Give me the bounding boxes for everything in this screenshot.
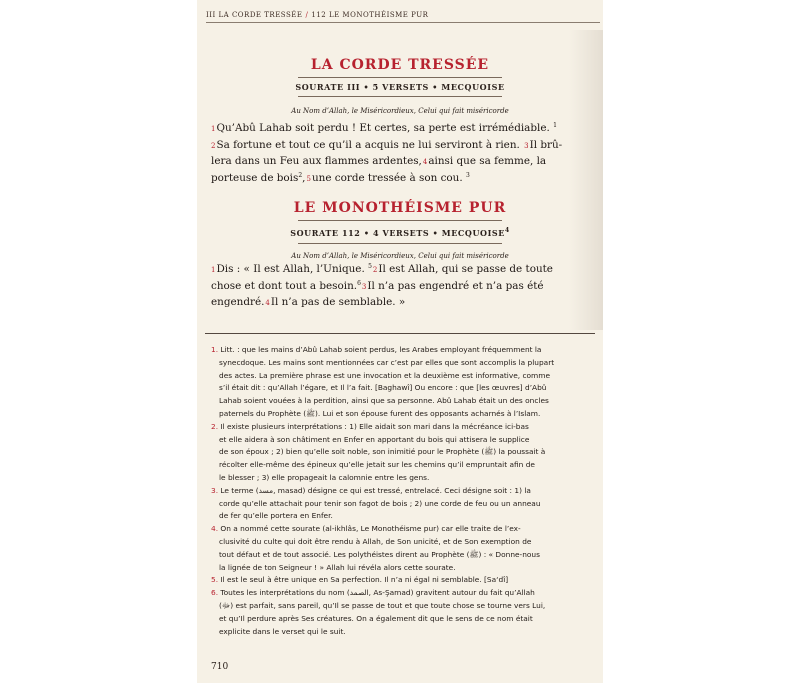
footnote-text: paternels du Prophète (ﷺ). Lui et son épouse furent des opposants acharnés à l’Islam. — [219, 409, 541, 418]
surah-111-basmala: Au Nom d’Allah, le Miséricordieux, Celui qui fait miséricorde — [291, 107, 509, 115]
footnote-line — [219, 601, 603, 612]
verse-number: 1 — [211, 125, 216, 133]
surah-111-title: LA CORDE TRESSÉE — [310, 57, 490, 73]
surah-112-verse-line — [211, 263, 597, 275]
footnote-text: Il existe plusieurs interprétations : 1) Elle aidait son mari dans la mécréance ici-bas — [220, 421, 529, 431]
verse-number: 3 — [361, 282, 367, 291]
footnote-text: et qu’Il perdure après Ses créatures. On a également dit que le sens de ce nom était — [219, 613, 533, 623]
surah-111-title-rule — [298, 77, 502, 78]
footnote-line — [219, 614, 603, 623]
verse-number: 3 — [524, 141, 529, 150]
footnote-text: de son époux ; 2) bien qu’elle soit noble, son inimitié pour le Prophète (ﷺ) la poussait à — [219, 447, 546, 457]
footnote-text: de fer qu’elle portera en Enfer. — [219, 511, 333, 521]
surah-111-verse-line — [211, 172, 597, 184]
footnote-text: synecdoque. Les mains sont mentionnées car c’est par elles que sont accomplis la plupart — [219, 357, 555, 367]
running-header — [206, 11, 596, 19]
surah-112-meta-note: 4 — [505, 227, 510, 234]
footnote-line — [219, 627, 603, 636]
footnote-line — [219, 371, 603, 380]
footnotes-rule — [205, 333, 595, 334]
surah-112-basmala: Au Nom d’Allah, le Miséricordieux, Celui qui fait miséricorde — [291, 252, 509, 260]
surah-111-verse-line — [211, 155, 597, 167]
verse-number: 4 — [265, 299, 270, 307]
footnote-line — [211, 575, 597, 584]
footnote-text: On a nommé cette sourate (al-ikhlâs, Le Monothéisme pur) car elle traite de l’ex- — [220, 524, 521, 534]
header-separator: / — [305, 11, 309, 19]
footnote-line — [211, 588, 597, 597]
footnote-number: 3. — [211, 485, 221, 495]
header-next-label: 112 LE MONOTHÉISME PUR — [311, 11, 429, 19]
footnote-text: Litt. : que les mains d’Abû Lahab soient perdus, les Arabes employant fréquemment la — [220, 345, 542, 354]
verse-number: 5 — [306, 174, 311, 183]
surah-112-title: LE MONOTHÉISME PUR — [293, 200, 507, 216]
verse-number: 1 — [211, 266, 216, 274]
footnote-line — [219, 537, 603, 546]
verse-text: Il n’a pas de semblable. » — [270, 296, 406, 308]
verse-text: Sa fortune et tout ce qu’il a acquis ne lui serviront à rien. — [216, 138, 524, 151]
footnote-text: corde qu’elle attachait pour tenir son fagot de bois ; 2) une corde de feu ou un anneau — [219, 498, 541, 508]
verse-text: engendré. — [211, 296, 265, 308]
footnote-number: 4. — [211, 524, 221, 534]
surah-112-verse-line — [211, 280, 597, 292]
footnote-text: le blesser ; 3) elle propageait la calomnie entre les gens. — [219, 473, 430, 482]
surah-111-meta: SOURATE III • 5 VERSETS • MECQUOISE — [295, 82, 505, 92]
footnote-line — [219, 473, 603, 482]
verse-text: chose et dont tout a besoin. — [211, 279, 358, 292]
footnote-text: explicite dans le verset qui le suit. — [219, 626, 346, 636]
verse-text: porteuse de bois — [211, 171, 299, 184]
header-chapter-label: III LA CORDE TRESSÉE — [206, 11, 303, 19]
surah-112-meta-text: SOURATE 112 • 4 VERSETS • MECQUOISE — [290, 228, 506, 238]
verse-text: une corde tressée à son cou. — [311, 171, 466, 184]
surah-111-verse-line — [211, 122, 597, 134]
surah-112-verse-line — [211, 296, 597, 308]
surah-112-meta-rule — [298, 243, 502, 244]
footnote-line — [219, 396, 603, 405]
footnote-ref: 3 — [465, 171, 470, 179]
surah-111-verse-line — [211, 139, 597, 151]
footnote-text: s’il était dit : qu’Allah l’égare, et Il l’a fait. [Baghawî] Ou encore : que [les œuvres] d’Abû — [219, 383, 547, 393]
footnote-number: 5. — [211, 575, 221, 585]
verse-text: Qu’Abû Lahab soit perdu ! Et certes, sa perte est irrémédiable. — [216, 122, 554, 134]
footnote-text: la lignée de ton Seigneur ! » Allah lui révéla alors cette sourate. — [219, 562, 456, 572]
footnote-text: Toutes les interprétations du nom (الصمد, As-Şamad) gravitent autour du fait qu’Allah — [220, 588, 535, 598]
footnote-line — [219, 409, 603, 420]
footnote-text: Il est le seul à être unique en Sa perfection. Il n’a ni égal ni semblable. [Sa‘dî] — [220, 575, 509, 585]
footnote-line — [219, 447, 603, 458]
footnote-ref: 5 — [368, 263, 372, 270]
verse-number: 2 — [372, 266, 378, 274]
footnote-text: récolter elle-même des épineux qu’elle jetait sur les chemins qu’il empruntait afin de — [219, 460, 535, 470]
footnote-number: 2. — [211, 421, 221, 431]
footnote-text: tout défaut et de tout associé. Les polythéistes dirent au Prophète (ﷺ) : « Donne-nous — [219, 549, 540, 559]
page-number: 710 — [211, 662, 229, 672]
footnote-text: clusivité du culte qui doit être rendu à Allah, de Son unicité, et de Son exemption de — [219, 537, 532, 546]
header-rule — [206, 22, 600, 23]
surah-111-meta-rule — [298, 96, 502, 97]
footnote-line — [219, 563, 603, 572]
footnote-line — [219, 383, 603, 392]
book-page — [197, 0, 603, 683]
verse-text: Il brû- — [529, 138, 563, 151]
footnote-line — [211, 345, 597, 354]
surah-112-title-rule — [298, 220, 502, 221]
verse-number: 4 — [422, 158, 428, 166]
footnote-number: 6. — [211, 588, 221, 598]
footnote-line — [219, 499, 603, 508]
verse-text: Il n’a pas engendré et n’a pas été — [367, 279, 544, 292]
footnote-line — [219, 511, 603, 520]
footnote-ref: 1 — [553, 122, 557, 129]
footnote-line — [211, 486, 597, 495]
verse-text: Il est Allah, qui se passe de toute — [378, 263, 553, 275]
footnote-text: Lahab soient vouées à la perdition, ainsi que sa personne. Abû Lahab était un des oncles — [219, 396, 549, 406]
footnote-text: Le terme (مسد, masad) désigne ce qui est tressé, entrelacé. Ceci désigne soit : 1) la — [220, 485, 531, 495]
footnote-line — [211, 422, 597, 431]
footnote-text: (ﷻ) est parfait, sans pareil, qu’Il se passe de tout et que toute chose se tourne vers Lui, — [219, 601, 546, 610]
verse-text: ainsi que sa femme, la — [428, 155, 547, 167]
verse-text: lera dans un Feu aux flammes ardentes, — [211, 155, 422, 167]
verse-text: , — [302, 171, 306, 184]
verse-number: 2 — [211, 141, 216, 150]
footnote-line — [219, 358, 603, 367]
footnote-line — [219, 550, 603, 561]
footnote-text: et elle aidera à son châtiment en Enfer en apportant du bois qui attisera le supplice — [219, 434, 530, 444]
footnote-ref: 2 — [298, 171, 303, 179]
footnote-ref: 6 — [357, 279, 361, 287]
footnote-line — [219, 460, 603, 469]
footnote-line — [211, 524, 597, 533]
footnote-line — [219, 435, 603, 444]
footnote-number: 1. — [211, 345, 221, 354]
verse-text: Dis : « Il est Allah, l’Unique. — [216, 263, 369, 275]
footnote-text: des actes. La première phrase est une invocation et la deuxième est informative, comme — [219, 370, 550, 380]
surah-112-meta — [197, 228, 603, 238]
